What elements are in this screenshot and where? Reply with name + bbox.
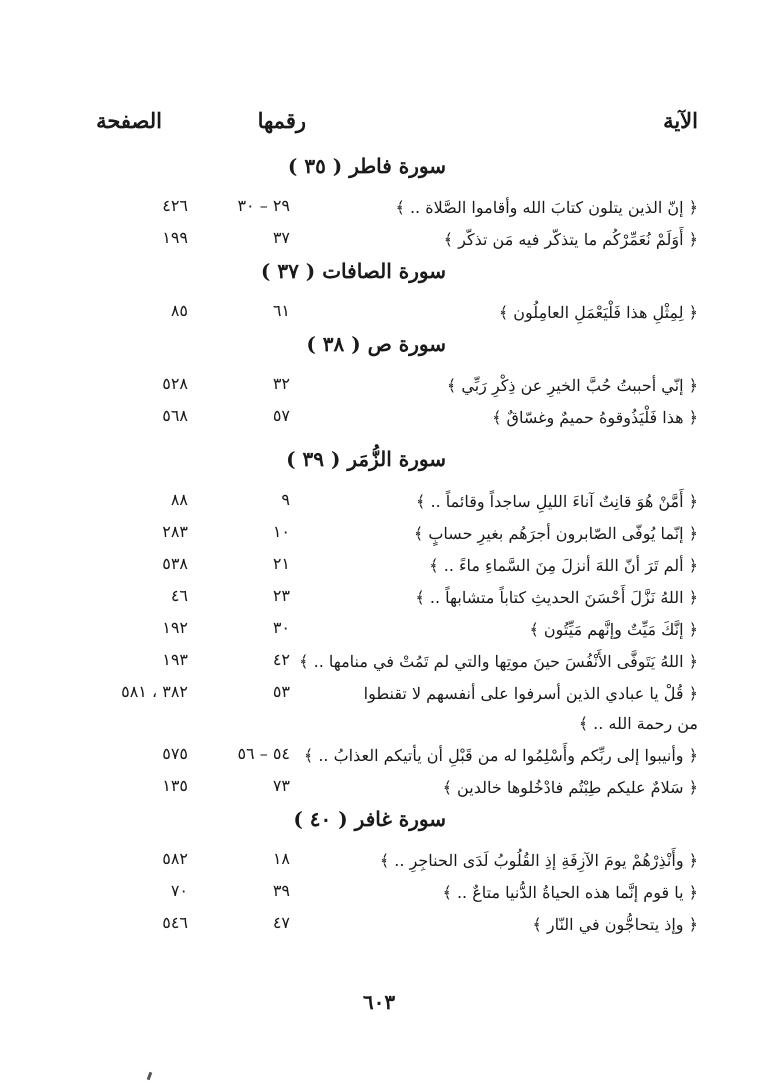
verse-text: ﴿ إنّما يُوفّى الصّابرون أجرَهُم بغيرِ حسابٍ ﴾ [413, 524, 698, 543]
verse-row [0, 874, 758, 906]
column-header-number: رقمها [257, 108, 306, 133]
verse-text: ﴿ لِمِثْلِ هذا فَلْيَعْمَلِ العامِلُون ﴾ [498, 303, 698, 322]
page-reference: ١٩٣ [162, 650, 188, 669]
page-reference: ١٩٩ [162, 228, 188, 247]
page-reference: ٥٤٦ [162, 913, 188, 932]
verse-row [0, 842, 758, 874]
verse-row [0, 675, 758, 737]
page-reference: ٧٠ [170, 881, 188, 900]
page-reference: ٥٣٨ [162, 554, 188, 573]
surah-heading-row [0, 253, 758, 294]
surah-title: سورة الزُّمَر ( ٣٩ ) [286, 447, 446, 471]
verse-text: ﴿ وأنيبوا إلى ربِّكم وأَسْلِمُوا له من قَبْلِ أن يأتيكم العذابُ .. ﴾ [303, 746, 698, 765]
verse-text: ﴿ قُلْ يا عبادي الذين أسرفوا على أنفسهم لا تقنطوا من رحمة الله .. ﴾ [363, 684, 698, 733]
verse-text: ﴿ إنَّكَ مَيِّتٌ وإنَّهم مَيِّتُون ﴾ [529, 620, 698, 639]
verse-number: ٥٣ [272, 682, 290, 701]
column-header-ayah: الآية [663, 108, 698, 133]
verse-text: ﴿ أَوَلَمْ نُعَمِّرْكُم ما يتذكّر فيه مَن تذكّر ﴾ [443, 230, 698, 249]
verse-number: ٣٧ [272, 228, 290, 247]
verse-number: ٢٩ – ٣٠ [237, 196, 290, 215]
verse-text: ﴿ وإذ يتحاجُّون في النّار ﴾ [532, 915, 698, 934]
verse-number: ٧٣ [272, 776, 290, 795]
column-header-page: الصفحة [96, 108, 162, 133]
page-reference: ٥٦٨ [162, 406, 188, 425]
page-reference: ١٣٥ [162, 776, 188, 795]
print-mark [147, 1072, 153, 1081]
verse-text: ﴿ اللهُ يَتَوفَّى الأَنْفُسَ حينَ موتِها والتي لم تَمُتْ في منامها .. ﴾ [299, 652, 698, 671]
surah-title: سورة ص ( ٣٨ ) [306, 332, 446, 356]
verse-number: ٣٢ [272, 374, 290, 393]
verse-row [0, 737, 758, 769]
page-reference: ٤٢٦ [162, 196, 188, 215]
verse-row [0, 906, 758, 938]
verse-number: ١٠ [272, 522, 290, 541]
page-reference: ١٩٢ [162, 618, 188, 637]
surah-title: سورة فاطر ( ٣٥ ) [287, 154, 446, 178]
page-reference: ٢٨٣ [162, 522, 188, 541]
verse-number: ٥٧ [272, 406, 290, 425]
surah-heading-row [0, 148, 758, 189]
verse-row [0, 643, 758, 675]
surah-title: سورة غافر ( ٤٠ ) [293, 807, 446, 831]
surah-heading-row [0, 326, 758, 367]
verse-text: ﴿ إنّ الذين يتلون كتابَ الله وأقاموا الصَّلاة .. ﴾ [395, 198, 698, 217]
verse-row [0, 294, 758, 326]
page-reference: ٨٨ [170, 490, 188, 509]
verse-text: ﴿ هذا فَلْيَذُوقوهُ حميمٌ وغسّاقٌ ﴾ [492, 408, 698, 427]
page-reference: ٤٦ [170, 586, 188, 605]
verse-row [0, 483, 758, 515]
verse-number: ٥٤ – ٥٦ [237, 744, 290, 763]
verse-row [0, 399, 758, 431]
verse-row [0, 515, 758, 547]
verse-index-list [0, 148, 758, 938]
verse-row [0, 221, 758, 253]
surah-title: سورة الصافات ( ٣٧ ) [260, 259, 446, 283]
verse-text: ﴿ سَلامٌ عليكم طِبْتُم فادْخُلوها خالدين ﴾ [442, 778, 698, 797]
page-reference: ٣٨٢ ، ٥٨١ [121, 682, 188, 701]
verse-number: ٢٣ [272, 586, 290, 605]
verse-number: ٤٢ [272, 650, 290, 669]
verse-number: ٩ [281, 490, 290, 509]
verse-text: ﴿ وأَنْذِرْهُمْ يومَ الآزِفَةِ إذِ القُلُوبُ لَدَى الحناجِرِ .. ﴾ [379, 851, 698, 870]
verse-text: ﴿ ألم تَرَ أنّ اللهَ أنزلَ مِنَ السَّماءِ ماءً .. ﴾ [429, 556, 698, 575]
page-reference: ٥٢٨ [162, 374, 188, 393]
verse-number: ٣٠ [272, 618, 290, 637]
verse-text: ﴿ يا قوم إنَّما هذه الحياةُ الدُّنيا متاعٌ .. ﴾ [442, 883, 698, 902]
verse-number: ٢١ [272, 554, 290, 573]
surah-heading-row [0, 431, 758, 483]
verse-row [0, 579, 758, 611]
verse-text: ﴿ أَمَّنْ هُوَ قانِتٌ آناءَ الليلِ ساجداً وقائماً .. ﴾ [416, 492, 698, 511]
page-reference: ٨٥ [170, 301, 188, 320]
verse-row [0, 547, 758, 579]
surah-heading-row [0, 801, 758, 842]
verse-row [0, 769, 758, 801]
verse-row [0, 611, 758, 643]
page-reference: ٥٨٢ [162, 849, 188, 868]
verse-text: ﴿ اللهُ نَزَّلَ أَحْسَنَ الحديثِ كتاباً متشابهاً .. ﴾ [415, 588, 698, 607]
verse-number: ٣٩ [272, 881, 290, 900]
verse-number: ١٨ [272, 849, 290, 868]
page-reference: ٥٧٥ [162, 744, 188, 763]
verse-text: ﴿ إنّي أحببتُ حُبَّ الخيرِ عن ذِكْرِ رَبِّي ﴾ [446, 376, 698, 395]
page-number: ٦٠٣ [362, 990, 396, 1014]
verse-number: ٦١ [272, 301, 290, 320]
verse-row [0, 367, 758, 399]
verse-row [0, 189, 758, 221]
verse-number: ٤٧ [272, 913, 290, 932]
